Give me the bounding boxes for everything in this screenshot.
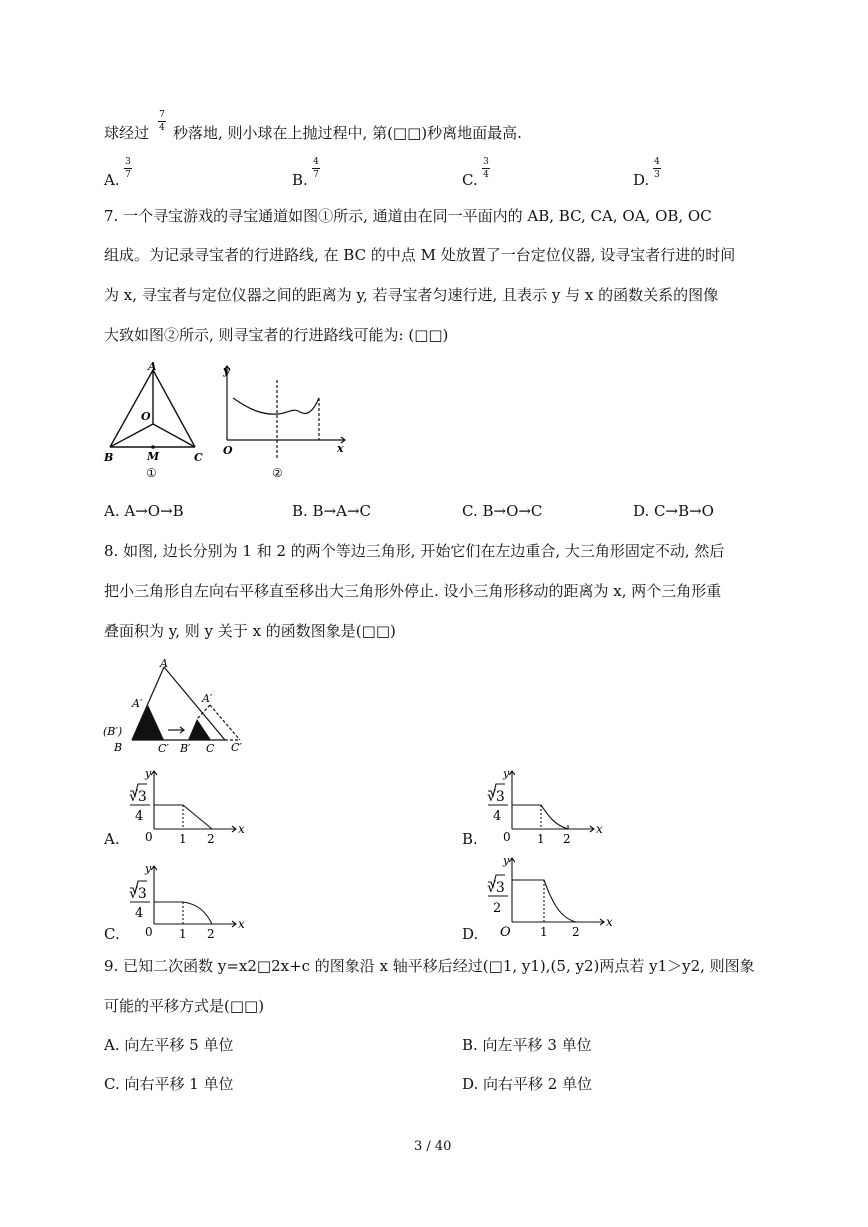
q7-fig2-label-y: y	[223, 364, 230, 377]
q7-fig1-caption: ①	[146, 466, 157, 480]
q6-option-a-num: 3	[125, 157, 131, 167]
q9-option-c: C. 向右平移 1 单位	[104, 1075, 234, 1093]
q8-option-c-graph	[120, 860, 250, 942]
q8-b-den: 4	[493, 809, 502, 824]
q6-text-suffix: 秒落地, 则小球在上抛过程中, 第(□□)秒离地面最高.	[173, 124, 522, 142]
q8-a-y-label: y	[145, 767, 152, 780]
q8-fig-label-c-prime-1: C′	[158, 742, 169, 755]
q7-fig1-label-a: A	[148, 360, 157, 373]
q9-option-b: B. 向左平移 3 单位	[462, 1036, 592, 1054]
q8-a-one: 1	[179, 832, 187, 846]
q8-b-y-label: y	[503, 767, 510, 780]
q7-fig2-caption: ②	[272, 466, 283, 480]
q8-d-one: 1	[540, 925, 548, 939]
q6-option-c-label: C.	[462, 171, 478, 189]
q8-c-zero: 0	[145, 925, 153, 939]
q6-text-prefix: 球经过	[104, 124, 150, 142]
q7-option-d: D. C→B→O	[633, 502, 714, 520]
q8-a-x-label: x	[238, 822, 245, 836]
q8-option-a-graph	[120, 765, 250, 847]
q9-option-a: A. 向左平移 5 单位	[104, 1036, 234, 1054]
q8-fig-label-a-prime-2: A′	[202, 692, 213, 705]
q8-d-zero: O	[500, 925, 511, 940]
q7-fig2-label-o: O	[223, 444, 233, 457]
q6-option-d-num: 4	[654, 157, 660, 167]
q8-line-3: 叠面积为 y, 则 y 关于 x 的函数图象是(□□)	[104, 622, 396, 640]
q8-fig-label-c: C	[206, 742, 215, 755]
q6-option-d-frac	[651, 157, 663, 180]
q7-fig2-label-x: x	[337, 442, 344, 455]
q8-c-x-label: x	[238, 917, 245, 931]
q8-d-x-label: x	[606, 915, 613, 929]
q8-line-2: 把小三角形自左向右平移直至移出大三角形外停止. 设小三角形移动的距离为 x, 两个三角形重	[104, 582, 722, 600]
page-number: 3 / 40	[414, 1139, 452, 1154]
q6-option-b-frac	[310, 157, 322, 180]
q7-line-3: 为 x, 寻宝者与定位仪器之间的距离为 y, 若寻宝者匀速行进, 且表示 y 与 x 的函数关系的图像	[104, 286, 719, 304]
q8-d-two: 2	[572, 925, 580, 939]
q8-triangle-figure	[100, 655, 260, 755]
q8-d-num: √3	[487, 880, 505, 896]
q8-option-b-label: B.	[462, 830, 478, 848]
q8-option-c-label: C.	[104, 925, 120, 943]
q6-option-c-frac	[480, 157, 492, 180]
q6-option-a-den: 7	[125, 170, 131, 180]
q6-frac-den: 4	[159, 123, 165, 133]
q6-option-b-den: 7	[313, 170, 319, 180]
q8-fig-label-b-prime-2: B′	[180, 742, 191, 755]
q8-fig-label-a-prime-1: A′	[132, 697, 143, 710]
q8-b-num: √3	[487, 789, 505, 805]
q8-c-den: 4	[135, 906, 144, 921]
q8-option-b-graph	[478, 765, 608, 847]
q7-figure-1	[100, 360, 210, 480]
q8-c-one: 1	[179, 927, 187, 941]
q7-line-2: 组成。为记录寻宝者的行进路线, 在 BC 的中点 M 处放置了一台定位仪器, 设寻宝者行进的时间	[104, 246, 736, 264]
q7-figure-2	[215, 360, 355, 480]
q8-b-one: 1	[537, 832, 545, 846]
q8-fig-label-b-prime-paren: (B′)	[103, 725, 123, 738]
q8-c-two: 2	[207, 927, 215, 941]
q7-fig1-label-o: O	[141, 410, 151, 423]
q7-line-4: 大致如图②所示, 则寻宝者的行进路线可能为: (□□)	[104, 326, 449, 344]
q6-option-b-label: B.	[292, 171, 308, 189]
q8-b-zero: 0	[503, 830, 511, 844]
q8-a-two: 2	[207, 832, 215, 846]
q8-d-y-label: y	[503, 854, 510, 867]
q6-option-d-den: 3	[654, 170, 660, 180]
q6-option-b-num: 4	[313, 157, 319, 167]
q9-line-1: 9. 已知二次函数 y=x2□2x+c 的图象沿 x 轴平移后经过(□1, y1),(5, y2)两点若 y1＞y2, 则图象	[104, 957, 755, 975]
q6-option-d-label: D.	[633, 171, 650, 189]
q8-option-a-label: A.	[104, 830, 120, 848]
q7-fig1-label-b: B	[104, 451, 114, 464]
q8-option-d-label: D.	[462, 925, 479, 943]
q7-fig1-label-m: M	[147, 450, 160, 463]
q8-b-x-label: x	[596, 822, 603, 836]
q9-line-2: 可能的平移方式是(□□)	[104, 997, 265, 1015]
q9-option-d: D. 向右平移 2 单位	[462, 1075, 593, 1093]
q8-a-num: √3	[129, 789, 147, 805]
q6-option-c-num: 3	[483, 157, 489, 167]
q8-c-num: √3	[129, 886, 147, 902]
q7-option-b: B. B→A→C	[292, 502, 372, 520]
q8-d-den: 2	[493, 901, 502, 916]
q6-frac-num: 7	[159, 110, 165, 120]
q8-b-two: 2	[563, 832, 571, 846]
q8-fig-label-b: B	[114, 741, 123, 754]
q8-fig-label-c-prime-2: C′	[231, 741, 242, 754]
q8-a-den: 4	[135, 809, 144, 824]
q7-line-1: 7. 一个寻宝游戏的寻宝通道如图①所示, 通道由在同一平面内的 AB, BC, CA, OA, OB, OC	[104, 207, 712, 225]
q8-line-1: 8. 如图, 边长分别为 1 和 2 的两个等边三角形, 开始它们在左边重合, 大三角形固定不动, 然后	[104, 542, 725, 560]
q6-option-c-den: 4	[483, 170, 489, 180]
q7-option-a: A. A→O→B	[104, 502, 184, 520]
q6-fraction	[156, 110, 168, 133]
q8-c-y-label: y	[145, 862, 152, 875]
q8-fig-label-a: A	[160, 657, 168, 670]
q8-option-d-graph	[478, 852, 618, 942]
q7-option-c: C. B→O→C	[462, 502, 543, 520]
q6-option-a-label: A.	[104, 171, 120, 189]
q6-option-a-frac	[122, 157, 134, 180]
q7-fig1-label-c: C	[194, 451, 203, 464]
q8-a-zero: 0	[145, 830, 153, 844]
